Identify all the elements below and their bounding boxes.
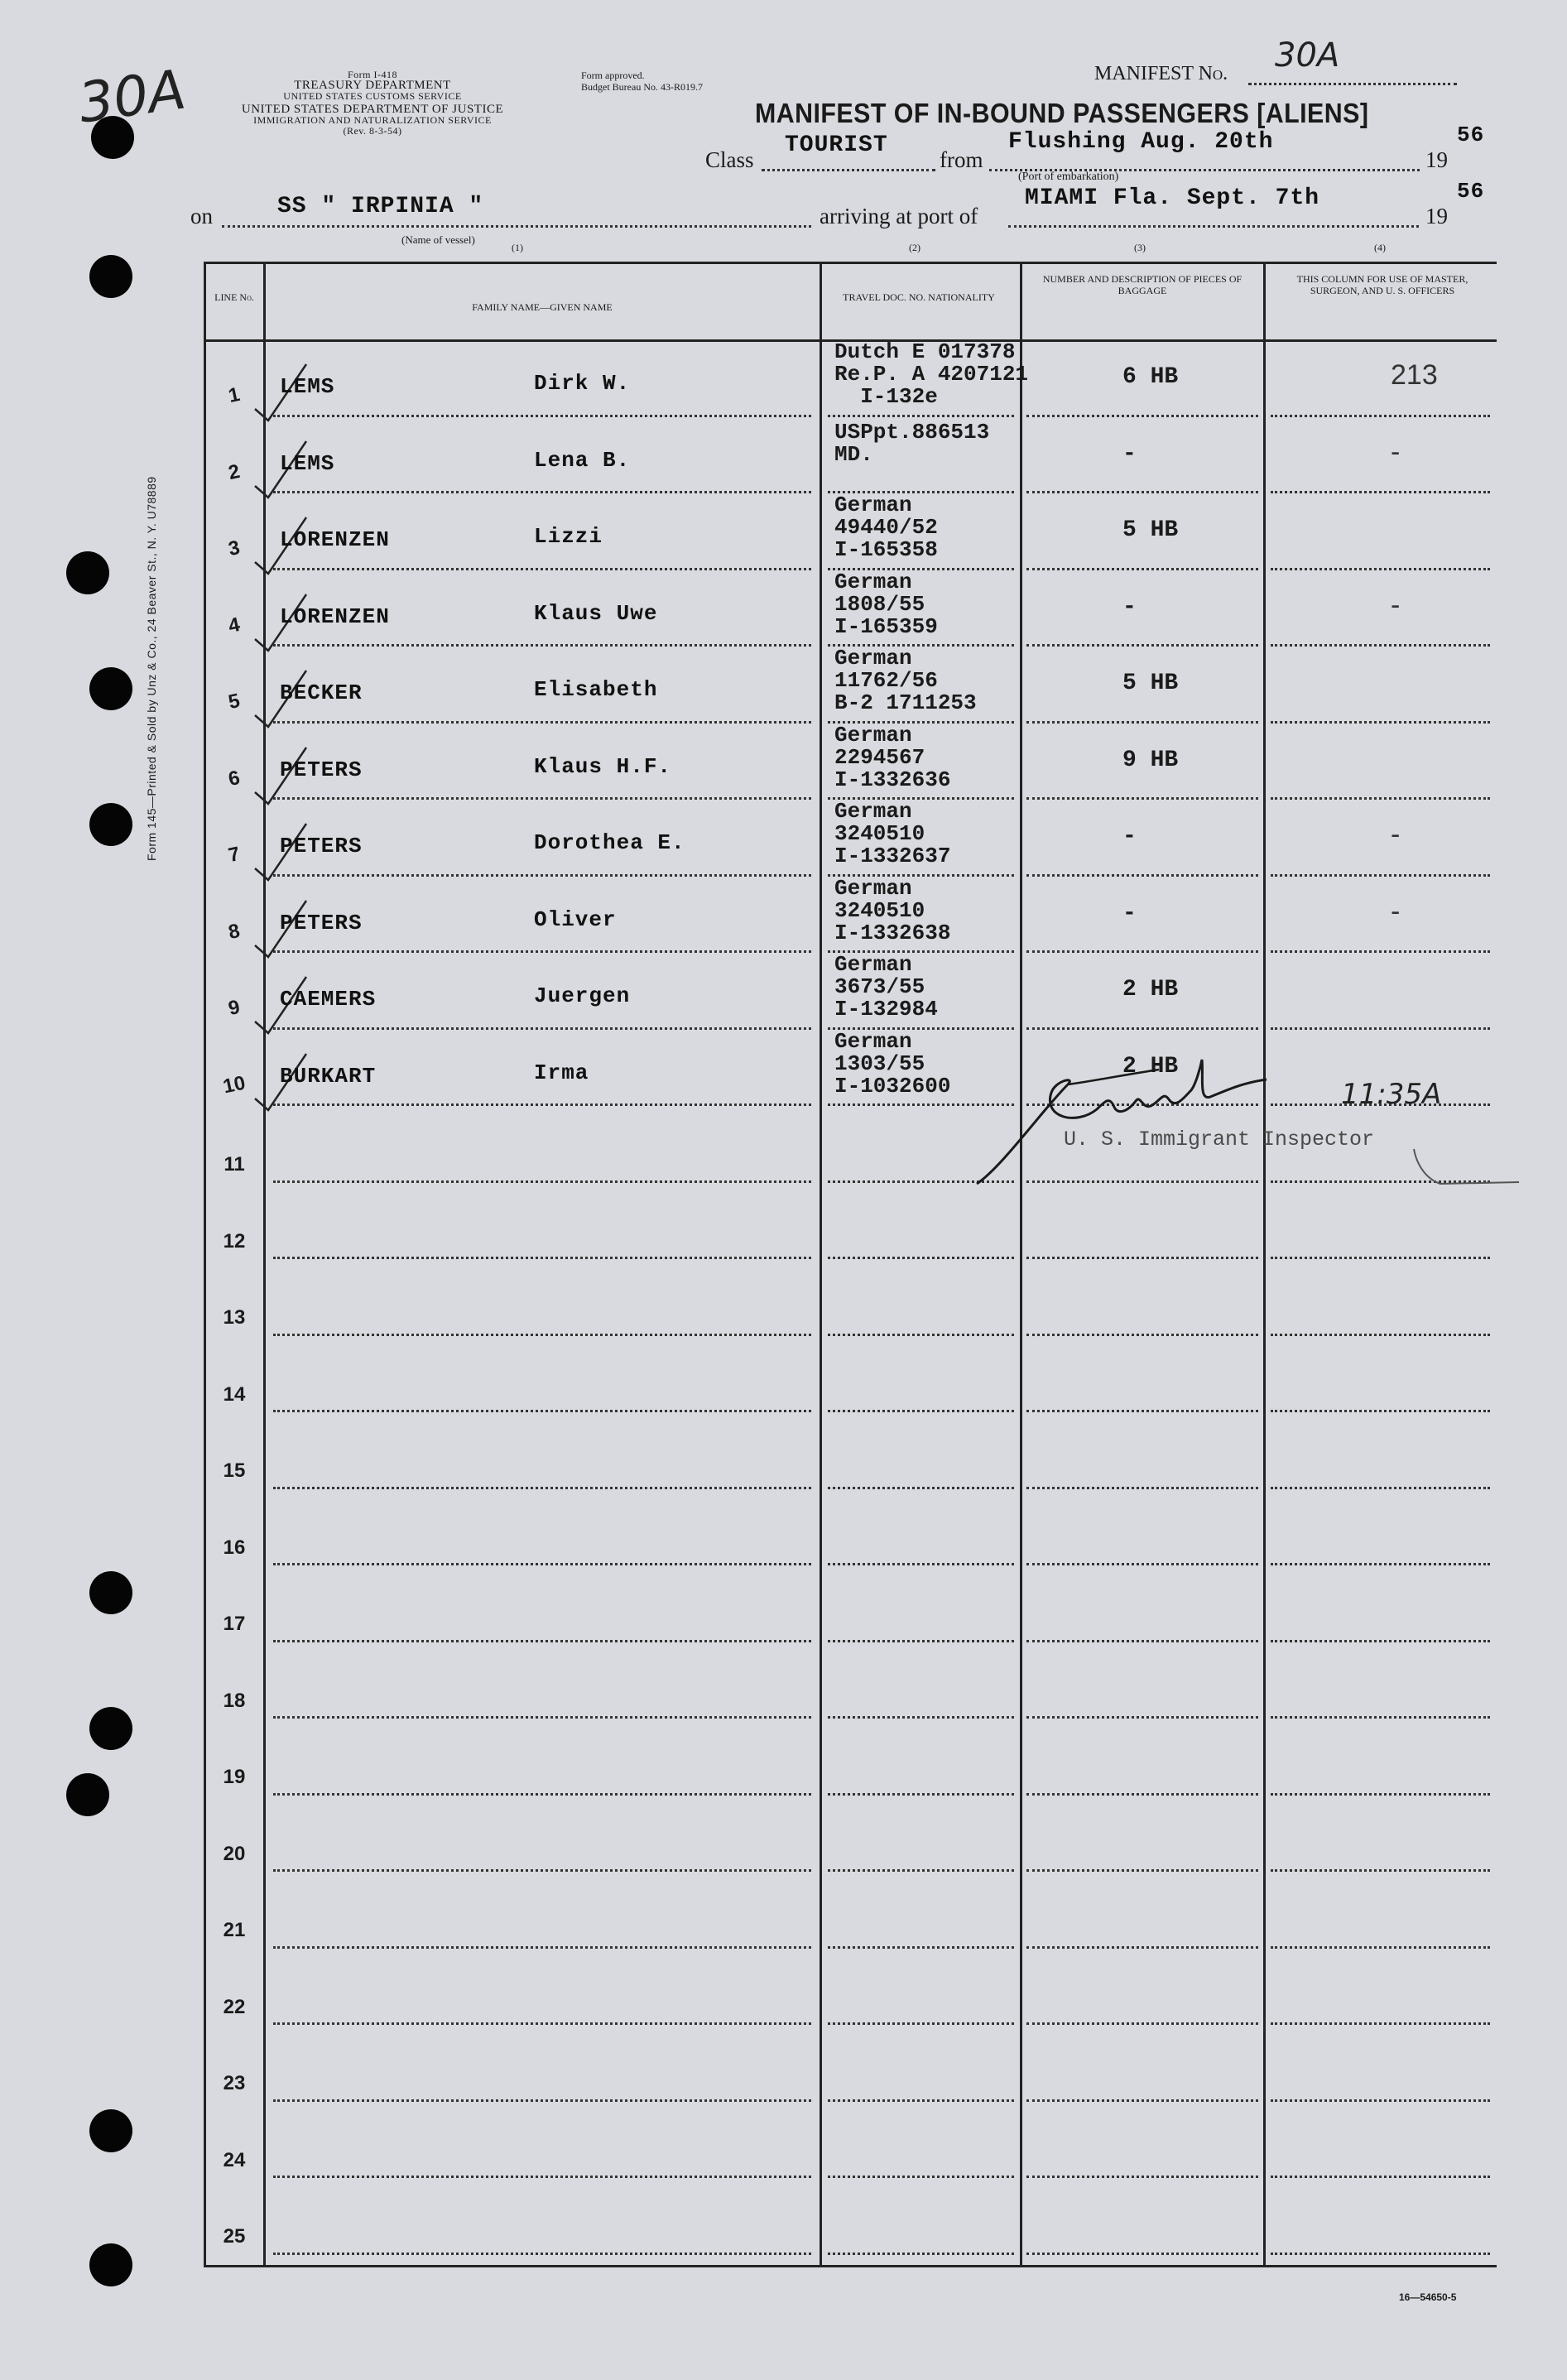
travel-doc-line: I-132984 [834,997,938,1022]
line-number: 10 [221,1071,248,1098]
line-number: 23 [223,2072,246,2094]
punch-hole [89,1707,132,1750]
row-dotted-line [273,797,811,800]
row-dotted-line [1026,2253,1258,2255]
row-dotted-line [1271,491,1490,493]
baggage-value: 5 HB [1122,517,1179,543]
family-name: CAEMERS [280,987,377,1012]
baggage-value: - [1122,440,1137,467]
row-dotted-line [1271,1640,1490,1642]
baggage-value: 6 HB [1122,364,1179,390]
line-number: 1 [226,382,243,408]
given-name: Elisabeth [534,677,658,702]
row-dotted-line [1026,1410,1258,1412]
line-number: 9 [226,995,243,1021]
arrival-year-prefix: 19 [1425,204,1448,228]
col-header-officers: THIS COLUMN FOR USE OF MASTER, SURGEON, AND U. S. OFFICERS [1296,273,1468,296]
row-dotted-line [828,1410,1014,1412]
class-line [762,169,935,171]
family-name: PETERS [280,834,363,858]
row-dotted-line [273,2099,811,2102]
line-number: 6 [226,766,243,791]
arrival-year-value: 56 [1457,179,1485,204]
row-dotted-line [1026,2022,1258,2025]
line-number: 17 [223,1613,246,1635]
form-issuer-block [182,70,563,137]
row-dotted-line [1026,950,1258,953]
row-dotted-line [1271,1869,1490,1872]
line-number: 18 [223,1689,246,1712]
punch-hole [89,667,132,710]
row-dotted-line [273,1410,811,1412]
arriving-label: arriving at port of [820,204,978,228]
row-dotted-line [1271,644,1490,647]
travel-doc-line: I-1332638 [834,920,951,945]
customs-service: UNITED STATES CUSTOMS SERVICE [283,90,462,102]
row-dotted-line [1026,2099,1258,2102]
row-dotted-line [1271,2099,1490,2102]
line-number: 16 [223,1536,246,1559]
travel-doc-line: German [834,952,912,977]
row-dotted-line [273,1180,811,1183]
row-dotted-line [828,1716,1014,1719]
row-dotted-line [273,2176,811,2178]
line-number: 7 [226,842,243,868]
row-dotted-line [1271,1563,1490,1565]
row-dotted-line [1026,874,1258,877]
travel-doc-line: 1303/55 [834,1051,925,1076]
line-number: 3 [226,536,243,561]
officer-note: - [1391,895,1401,927]
manifest-no-line [1248,83,1457,85]
travel-doc-line: I-1332637 [834,844,951,868]
row-dotted-line [1271,2176,1490,2178]
travel-doc-line: I-165359 [834,613,938,639]
family-name: LORENZEN [280,603,390,629]
year-value: 56 [1457,123,1485,147]
row-dotted-line [1026,415,1258,417]
travel-col-divider [1020,262,1022,2267]
baggage-value: 2 HB [1122,977,1179,1002]
punch-hole [66,551,109,594]
travel-doc-line: German [834,875,912,901]
row-dotted-line [828,1640,1014,1642]
given-name: Irma [534,1060,589,1085]
family-name: LEMS [280,450,335,476]
line-number: 13 [223,1306,246,1329]
line-number: 14 [223,1382,246,1406]
baggage-value: 9 HB [1122,747,1179,773]
travel-doc-line: 49440/52 [834,515,938,540]
family-name: BECKER [280,680,363,705]
given-name: Klaus H.F. [534,753,672,779]
punch-hole [89,2243,132,2286]
row-dotted-line [273,415,811,417]
punch-hole [89,2109,132,2152]
row-dotted-line [1271,797,1490,800]
travel-doc-line: German [834,722,912,748]
row-dotted-line [1026,1716,1258,1719]
line-number: 8 [226,919,243,944]
row-dotted-line [1271,1716,1490,1719]
row-dotted-line [273,1334,811,1336]
row-dotted-line [828,2022,1014,2025]
row-dotted-line [828,2253,1014,2255]
row-dotted-line [1271,950,1490,953]
row-dotted-line [273,2253,811,2255]
row-dotted-line [1026,1640,1258,1642]
travel-doc-line: I-132e [834,384,938,409]
name-col-divider [820,262,822,2267]
punch-hole [89,255,132,298]
row-dotted-line [1026,1334,1258,1336]
justice-dept: UNITED STATES DEPARTMENT OF JUSTICE [241,103,504,116]
column-number-3: (3) [1134,242,1146,253]
row-dotted-line [1026,2176,1258,2178]
row-dotted-line [1026,1793,1258,1796]
table-bottom-border [204,2265,1497,2267]
row-dotted-line [273,1257,811,1259]
row-dotted-line [273,644,811,647]
class-value: TOURIST [785,132,888,158]
row-dotted-line [1271,1793,1490,1796]
line-number: 4 [226,613,243,637]
row-dotted-line [1271,415,1490,417]
family-name: PETERS [280,757,363,782]
from-value: Flushing Aug. 20th [1008,129,1274,155]
travel-doc-line: Re.P. A 4207121 [834,362,1029,387]
row-dotted-line [1271,568,1490,570]
row-dotted-line [273,721,811,724]
baggage-value: 2 HB [1122,1053,1179,1079]
row-dotted-line [273,1640,811,1642]
row-dotted-line [828,2099,1014,2102]
row-dotted-line [273,1563,811,1565]
row-dotted-line [273,491,811,493]
travel-doc-line: German [834,1028,912,1054]
table-left-border [204,262,206,2267]
line-number: 24 [223,2148,246,2171]
row-dotted-line [1026,568,1258,570]
port-embarkation-caption: (Port of embarkation) [1018,171,1119,183]
row-dotted-line [273,2022,811,2025]
row-dotted-line [1271,721,1490,724]
line-number: 11 [224,1153,245,1176]
class-label: Class [705,147,754,172]
row-dotted-line [828,415,1014,417]
immigrant-inspector-stamp: U. S. Immigrant Inspector [1064,1127,1375,1152]
ins-service: IMMIGRATION AND NATURALIZATION SERVICE [253,114,492,126]
column-number-2: (2) [909,242,920,253]
vessel-caption: (Name of vessel) [401,233,475,246]
row-dotted-line [1026,1563,1258,1565]
page-title: MANIFEST OF IN-BOUND PASSENGERS [ALIENS] [755,98,1369,128]
given-name: Oliver [534,906,617,932]
given-name: Klaus Uwe [534,600,658,626]
line-number: 12 [223,1229,246,1253]
officer-note: - [1391,819,1401,850]
column-number-4: (4) [1374,242,1386,253]
column-number-1: (1) [512,242,523,253]
baggage-value: 5 HB [1122,671,1179,696]
line-number: 5 [226,689,243,714]
inspection-time: 11:35A [1341,1078,1442,1111]
row-dotted-line [828,2176,1014,2178]
row-dotted-line [828,1257,1014,1259]
row-dotted-line [1026,491,1258,493]
travel-doc-line: 2294567 [834,744,925,770]
form-approval [581,70,829,93]
officer-note: 213 [1391,359,1438,391]
row-dotted-line [273,1716,811,1719]
arrival-line [1008,225,1419,228]
row-dotted-line [1271,1946,1490,1949]
from-label: from [940,147,983,172]
row-dotted-line [273,568,811,570]
travel-doc-line: German [834,493,912,517]
row-dotted-line [273,1487,811,1489]
row-dotted-line [1026,797,1258,800]
baggage-value: - [1122,824,1137,849]
row-dotted-line [273,874,811,877]
stamp-bracket [1407,1142,1523,1209]
footer-form-code: 16—54650-5 [1399,2291,1457,2303]
side-printer-note: Form 145—Printed & Sold by Unz & Co., 24 Beaver St., N. Y. U78889 [145,476,158,861]
line-number: 2 [226,459,243,484]
col-header-line-no: LINE No. [214,291,254,303]
row-dotted-line [1271,1257,1490,1259]
travel-doc-line: Dutch E 017378 [834,339,1016,364]
travel-doc-line: German [834,646,912,671]
col-header-travel-doc: TRAVEL DOC. NO. NATIONALITY [843,291,995,303]
travel-doc-line: I-1032600 [834,1073,951,1099]
row-dotted-line [828,1793,1014,1796]
approval-line: Form approved. [581,70,645,81]
row-dotted-line [828,1334,1014,1336]
row-dotted-line [1271,2022,1490,2025]
travel-doc-line: 3673/55 [834,974,925,999]
row-dotted-line [1271,1410,1490,1412]
arrival-value: MIAMI Fla. Sept. 7th [1025,185,1320,211]
corner-handwritten-number: 30A [75,57,190,136]
row-dotted-line [273,1946,811,1949]
given-name: Juergen [534,983,631,1008]
given-name: Dorothea E. [534,830,685,855]
row-dotted-line [1271,874,1490,877]
travel-doc-line: German [834,569,912,594]
line-number: 15 [223,1459,246,1482]
row-dotted-line [273,1027,811,1030]
punch-hole [89,1571,132,1614]
row-dotted-line [1026,1946,1258,1949]
row-dotted-line [1026,1869,1258,1872]
on-label: on [190,204,213,228]
row-dotted-line [828,1487,1014,1489]
travel-doc-line: I-1332636 [834,767,951,792]
punch-hole [89,803,132,846]
row-dotted-line [273,1103,811,1106]
line-number: 21 [223,1919,246,1941]
given-name: Lizzi [534,524,603,549]
manifest-no-value: 30A [1275,36,1340,75]
row-dotted-line [828,1563,1014,1565]
form-number: Form I-418 [348,69,397,80]
treasury-dept: TREASURY DEPARTMENT [294,79,451,92]
punch-hole [66,1773,109,1816]
row-dotted-line [828,1869,1014,1872]
travel-doc-line: MD. [834,441,873,467]
line-number: 22 [223,1995,246,2018]
budget-bureau-line: Budget Bureau No. 43-R019.7 [581,81,703,93]
row-dotted-line [1026,1487,1258,1489]
row-dotted-line [1026,1257,1258,1259]
row-dotted-line [273,1869,811,1872]
travel-doc-line: 3240510 [834,897,925,923]
travel-doc-line: German [834,799,912,824]
year-prefix: 19 [1425,147,1448,172]
row-dotted-line [273,950,811,953]
vessel-line [222,225,811,228]
baggage-value: - [1122,900,1137,926]
line-number: 20 [223,1842,246,1865]
family-name: BURKART [280,1063,377,1089]
vessel-value: SS " IRPINIA " [277,194,484,219]
officer-note: - [1391,589,1401,621]
row-dotted-line [828,1946,1014,1949]
line-number: 25 [223,2225,246,2248]
family-name: PETERS [280,910,363,935]
row-dotted-line [1271,1334,1490,1336]
row-dotted-line [1026,1027,1258,1030]
row-dotted-line [1026,721,1258,724]
row-dotted-line [1026,644,1258,647]
given-name: Lena B. [534,447,631,473]
row-dotted-line [1271,2253,1490,2255]
family-name: LORENZEN [280,527,390,552]
travel-doc-line: 3240510 [834,821,925,846]
col-header-baggage: NUMBER AND DESCRIPTION OF PIECES OF BAGGAGE [1042,273,1243,296]
row-dotted-line [1271,1027,1490,1030]
form-revision: (Rev. 8-3-54) [343,125,402,137]
travel-doc-line: I-165358 [834,537,938,562]
baggage-col-divider [1263,262,1266,2267]
table-top-border [204,262,1497,264]
line-number: 19 [223,1766,246,1788]
inspector-signature [952,1051,1416,1200]
travel-doc-line: 11762/56 [834,668,938,693]
row-dotted-line [273,1793,811,1796]
travel-doc-line: 1808/55 [834,591,925,617]
manifest-no-label: MANIFEST No. [1094,63,1228,84]
family-name: LEMS [280,374,335,399]
row-dotted-line [1271,1487,1490,1489]
baggage-value: - [1122,594,1137,620]
officer-note: - [1391,435,1401,468]
given-name: Dirk W. [534,371,631,396]
travel-doc-line: B-2 1711253 [834,690,977,715]
travel-doc-line: USPpt.886513 [834,419,990,445]
col-header-name: FAMILY NAME—GIVEN NAME [472,301,613,313]
